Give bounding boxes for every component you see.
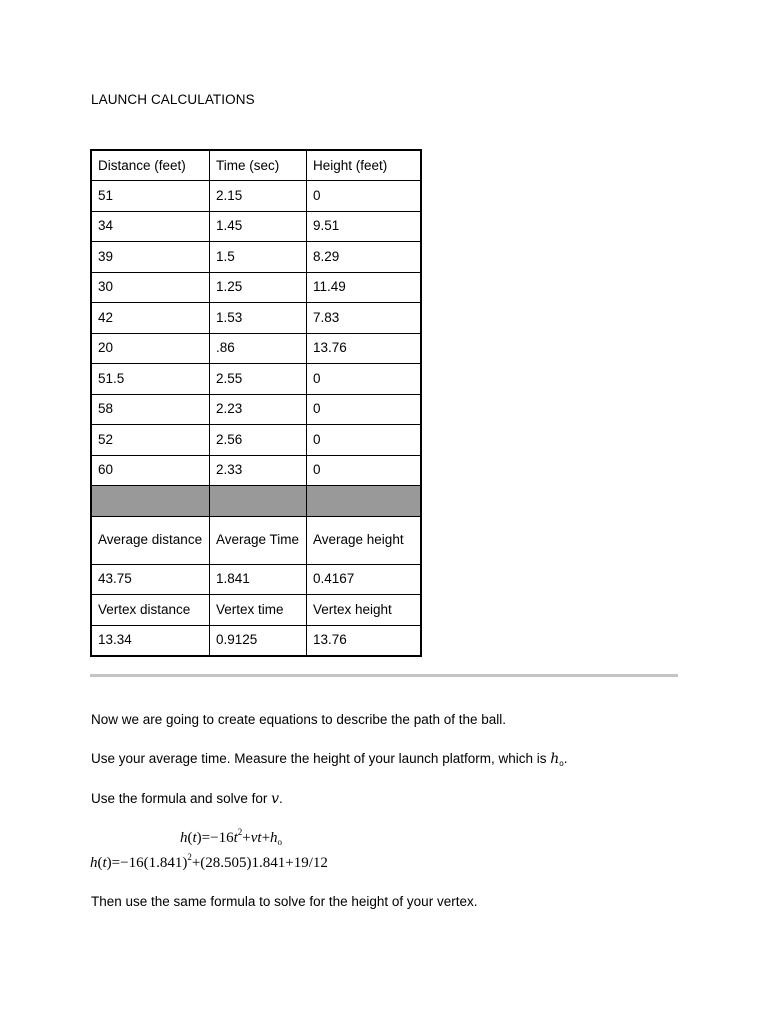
closing-paragraph: Then use the same formula to solve for the height of your vertex. (91, 894, 478, 909)
table-row (91, 303, 421, 334)
average-time-text: Use your average time. Measure the height of your launch platform, which is (91, 751, 551, 766)
cell-distance: 42 (91, 303, 210, 334)
vertex-label-row (91, 595, 421, 626)
eq-vt: vt (250, 830, 262, 846)
formula-text: Use the formula and solve for (91, 791, 272, 806)
table-row (91, 333, 421, 364)
average-distance-label: Average distance (91, 516, 210, 564)
cell-distance: 34 (91, 211, 210, 242)
table-row (91, 211, 421, 242)
header-height: Height (feet) (307, 150, 422, 181)
eq-lhs: h (180, 830, 188, 846)
cell-height: 11.49 (307, 272, 422, 303)
eq-h: h (270, 830, 278, 846)
table-row (91, 394, 421, 425)
cell-time: 2.23 (210, 394, 307, 425)
cell-distance: 58 (91, 394, 210, 425)
vertex-distance-value: 13.34 (91, 625, 210, 656)
cell-height: 7.83 (307, 303, 422, 334)
horizontal-divider (90, 674, 678, 677)
average-time-label: Average Time (210, 516, 307, 564)
h0-subscript: o (559, 759, 564, 768)
vertex-height-value: 13.76 (307, 625, 422, 656)
average-distance-value: 43.75 (91, 564, 210, 595)
page-heading: LAUNCH CALCULATIONS (91, 92, 255, 107)
table-header-row (91, 150, 421, 181)
eq2-lhs: h (90, 855, 98, 871)
average-height-value: 0.4167 (307, 564, 422, 595)
shaded-separator-row (91, 486, 421, 517)
general-equation: $h(t)=-16t^2+vt+h_o$ (180, 827, 283, 847)
table-row (91, 242, 421, 273)
cell-time: 1.53 (210, 303, 307, 334)
table-row (91, 425, 421, 456)
cell-distance: 51.5 (91, 364, 210, 395)
eq-coef: =−16 (201, 830, 234, 846)
cell-height: 0 (307, 181, 422, 212)
cell-time: 1.25 (210, 272, 307, 303)
average-time-value: 1.841 (210, 564, 307, 595)
cell-height: 0 (307, 364, 422, 395)
cell-distance: 20 (91, 333, 210, 364)
average-value-row (91, 564, 421, 595)
eq2-var: t (102, 855, 107, 871)
cell-distance: 39 (91, 242, 210, 273)
eq-var: t (192, 830, 197, 846)
cell-distance: 51 (91, 181, 210, 212)
vertex-value-row (91, 625, 421, 656)
eq-sub: o (277, 837, 283, 847)
average-label-row (91, 516, 421, 564)
eq-plus: + (242, 830, 251, 846)
eq2-exponent: 2 (187, 852, 192, 862)
shaded-cell (210, 486, 307, 517)
header-time: Time (sec) (210, 150, 307, 181)
table-row (91, 455, 421, 486)
cell-time: 1.45 (210, 211, 307, 242)
vertex-distance-label: Vertex distance (91, 595, 210, 626)
intro-paragraph: Now we are going to create equations to describe the path of the ball. (91, 712, 507, 727)
header-distance: Distance (feet) (91, 150, 210, 181)
vertex-time-label: Vertex time (210, 595, 307, 626)
v-symbol: v (271, 791, 280, 807)
average-height-label: Average height (307, 516, 422, 564)
vertex-height-label: Vertex height (307, 595, 422, 626)
average-time-paragraph (91, 751, 567, 768)
substituted-equation: $h(t)=-16(1.841)^2+(28.505)1.841+19/12$ (90, 852, 328, 871)
cell-height: 0 (307, 425, 422, 456)
h0-symbol: h (550, 751, 560, 767)
period: . (279, 791, 283, 806)
eq2-part1: =−16(1.841) (111, 855, 188, 871)
eq-exponent: 2 (237, 827, 243, 837)
table-row (91, 181, 421, 212)
launch-data-table (90, 149, 422, 657)
cell-height: 0 (307, 455, 422, 486)
cell-time: 1.5 (210, 242, 307, 273)
cell-distance: 60 (91, 455, 210, 486)
cell-time: 2.56 (210, 425, 307, 456)
cell-distance: 52 (91, 425, 210, 456)
shaded-cell (307, 486, 422, 517)
cell-height: 13.76 (307, 333, 422, 364)
cell-time: 2.15 (210, 181, 307, 212)
formula-paragraph (91, 791, 283, 807)
eq-plus: + (261, 830, 271, 846)
vertex-time-value: 0.9125 (210, 625, 307, 656)
eq2-part2: +(28.505)1.841+19/12 (191, 855, 328, 871)
eq-t: t (233, 830, 238, 846)
cell-height: 9.51 (307, 211, 422, 242)
table-row (91, 272, 421, 303)
cell-time: 2.55 (210, 364, 307, 395)
cell-height: 0 (307, 394, 422, 425)
cell-time: 2.33 (210, 455, 307, 486)
cell-height: 8.29 (307, 242, 422, 273)
cell-time: .86 (210, 333, 307, 364)
cell-distance: 30 (91, 272, 210, 303)
period: . (563, 751, 568, 766)
table-row (91, 364, 421, 395)
shaded-cell (91, 486, 210, 517)
